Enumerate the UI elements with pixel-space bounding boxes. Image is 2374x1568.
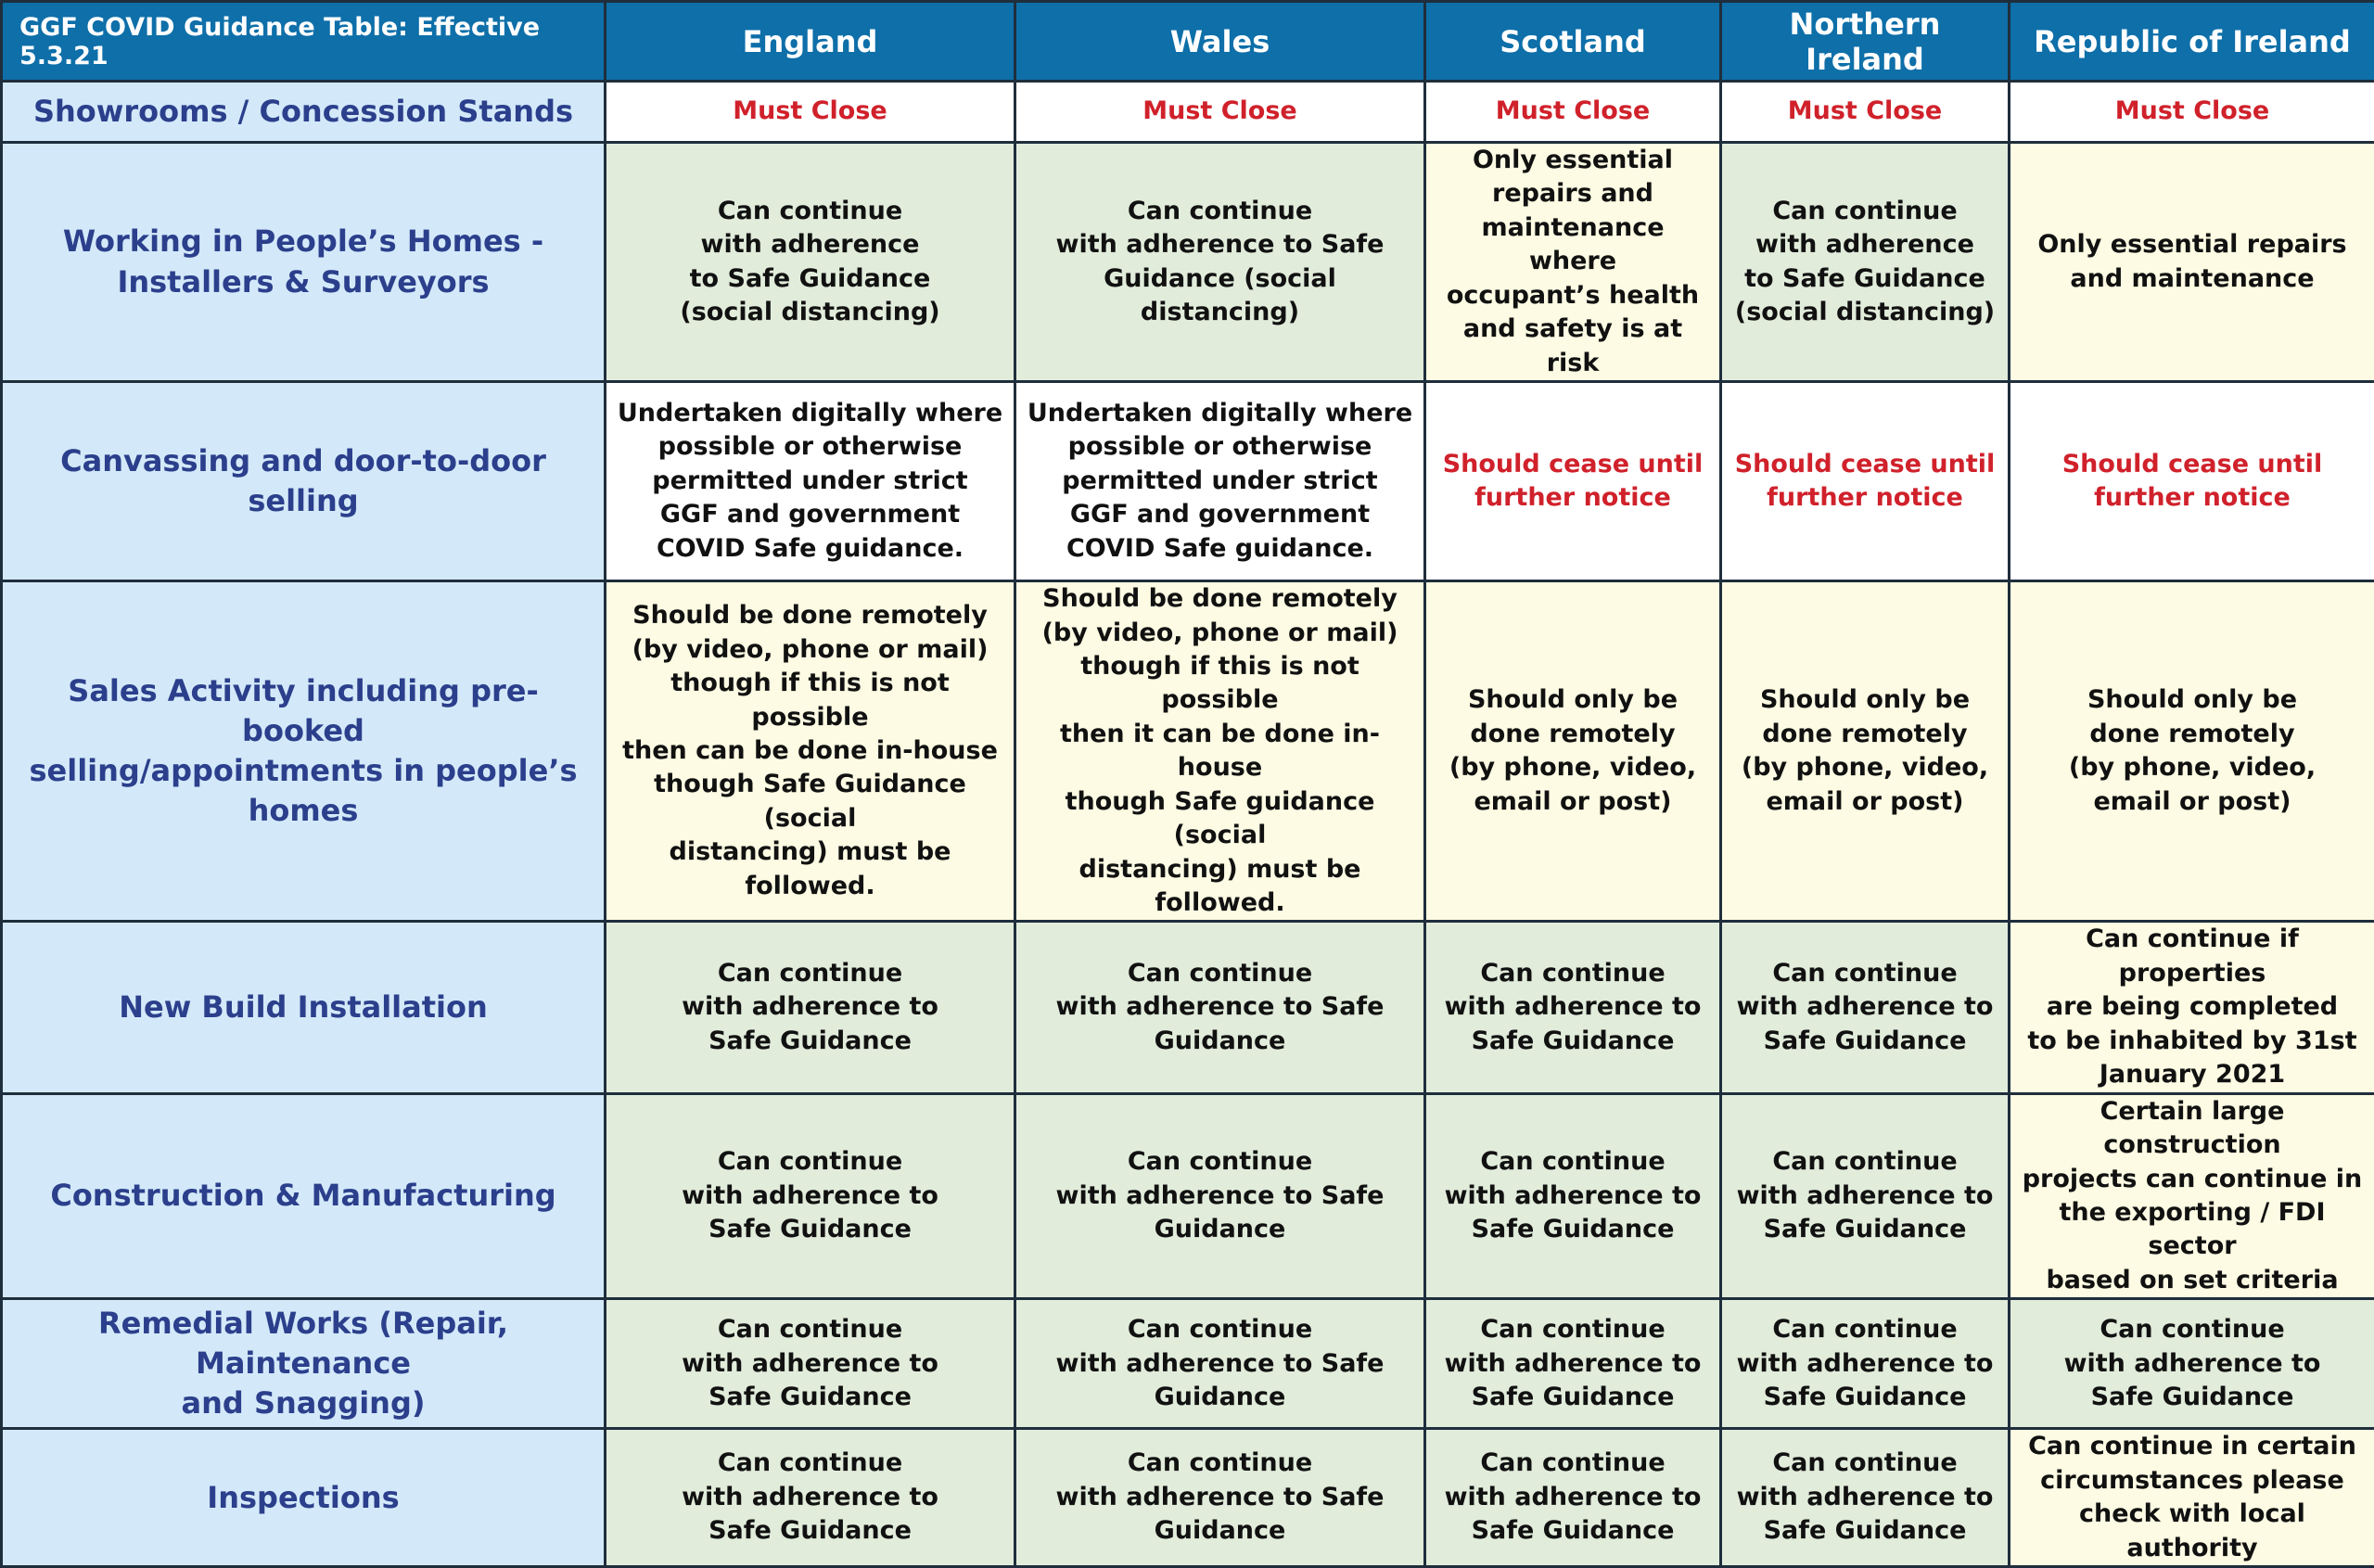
cell-canvassing-scotland: Should cease until further notice: [1425, 382, 1721, 581]
cell-new-build-republic-of-ireland: Can continue if properties are being completed to be inhabited by 31st January 2021: [2010, 922, 2374, 1093]
cell-showrooms-wales: Must Close: [1015, 82, 1425, 143]
row-label-construction: Construction & Manufacturing: [2, 1093, 606, 1299]
cell-sales-activity-scotland: Should only be done remotely (by phone, video, email or post): [1425, 581, 1721, 922]
cell-inspections-england: Can continue with adherence to Safe Guidance: [606, 1429, 1015, 1567]
cell-inspections-scotland: Can continue with adherence to Safe Guidance: [1425, 1429, 1721, 1567]
column-header-scotland: Scotland: [1425, 2, 1721, 82]
cell-sales-activity-republic-of-ireland: Should only be done remotely (by phone, video, email or post): [2010, 581, 2374, 922]
table-title: GGF COVID Guidance Table: Effective 5.3.21: [2, 2, 606, 82]
cell-remedial-works-northern-ireland: Can continue with adherence to Safe Guidance: [1721, 1299, 2010, 1429]
cell-sales-activity-wales: Should be done remotely (by video, phone or mail) though if this is not possible then it can be done in-house though Safe guidance (social distancing) must be followed.: [1015, 581, 1425, 922]
cell-sales-activity-northern-ireland: Should only be done remotely (by phone, video, email or post): [1721, 581, 2010, 922]
cell-inspections-northern-ireland: Can continue with adherence to Safe Guidance: [1721, 1429, 2010, 1567]
column-header-wales: Wales: [1015, 2, 1425, 82]
cell-canvassing-northern-ireland: Should cease until further notice: [1721, 382, 2010, 581]
cell-remedial-works-england: Can continue with adherence to Safe Guidance: [606, 1299, 1015, 1429]
table-row: [2, 382, 2374, 581]
column-header-england: England: [606, 2, 1015, 82]
cell-new-build-northern-ireland: Can continue with adherence to Safe Guidance: [1721, 922, 2010, 1093]
cell-construction-wales: Can continue with adherence to Safe Guidance: [1015, 1093, 1425, 1299]
cell-remedial-works-republic-of-ireland: Can continue with adherence to Safe Guidance: [2010, 1299, 2374, 1429]
row-label-sales-activity: Sales Activity including pre-booked selling/appointments in people’s homes: [2, 581, 606, 922]
cell-showrooms-republic-of-ireland: Must Close: [2010, 82, 2374, 143]
cell-showrooms-england: Must Close: [606, 82, 1015, 143]
cell-remedial-works-scotland: Can continue with adherence to Safe Guidance: [1425, 1299, 1721, 1429]
cell-working-in-homes-scotland: Only essential repairs and maintenance where occupant’s health and safety is at risk: [1425, 143, 1721, 382]
cell-working-in-homes-wales: Can continue with adherence to Safe Guidance (social distancing): [1015, 143, 1425, 382]
table-row: [2, 82, 2374, 143]
cell-canvassing-wales: Undertaken digitally where possible or otherwise permitted under strict GGF and government COVID Safe guidance.: [1015, 382, 1425, 581]
cell-remedial-works-wales: Can continue with adherence to Safe Guidance: [1015, 1299, 1425, 1429]
cell-showrooms-scotland: Must Close: [1425, 82, 1721, 143]
cell-canvassing-england: Undertaken digitally where possible or otherwise permitted under strict GGF and government COVID Safe guidance.: [606, 382, 1015, 581]
cell-construction-northern-ireland: Can continue with adherence to Safe Guidance: [1721, 1093, 2010, 1299]
table-row: [2, 143, 2374, 382]
cell-working-in-homes-england: Can continue with adherence to Safe Guidance (social distancing): [606, 143, 1015, 382]
row-label-remedial-works: Remedial Works (Repair, Maintenance and Snagging): [2, 1299, 606, 1429]
cell-new-build-scotland: Can continue with adherence to Safe Guidance: [1425, 922, 1721, 1093]
column-header-northern-ireland: Northern Ireland: [1721, 2, 2010, 82]
cell-new-build-england: Can continue with adherence to Safe Guidance: [606, 922, 1015, 1093]
column-header-republic-of-ireland: Republic of Ireland: [2010, 2, 2374, 82]
row-label-working-in-homes: Working in People’s Homes - Installers & Surveyors: [2, 143, 606, 382]
cell-working-in-homes-northern-ireland: Can continue with adherence to Safe Guidance (social distancing): [1721, 143, 2010, 382]
row-label-canvassing: Canvassing and door-to-door selling: [2, 382, 606, 581]
header-row: [2, 2, 2374, 82]
cell-canvassing-republic-of-ireland: Should cease until further notice: [2010, 382, 2374, 581]
cell-new-build-wales: Can continue with adherence to Safe Guidance: [1015, 922, 1425, 1093]
cell-working-in-homes-republic-of-ireland: Only essential repairs and maintenance: [2010, 143, 2374, 382]
row-label-inspections: Inspections: [2, 1429, 606, 1567]
table-row: [2, 1429, 2374, 1567]
table-row: [2, 581, 2374, 922]
row-label-new-build: New Build Installation: [2, 922, 606, 1093]
cell-sales-activity-england: Should be done remotely (by video, phone or mail) though if this is not possible then can be done in-house though Safe Guidance (social distancing) must be followed.: [606, 581, 1015, 922]
table-row: [2, 1093, 2374, 1299]
cell-inspections-wales: Can continue with adherence to Safe Guidance: [1015, 1429, 1425, 1567]
cell-inspections-republic-of-ireland: Can continue in certain circumstances please check with local authority: [2010, 1429, 2374, 1567]
table-row: [2, 922, 2374, 1093]
cell-construction-republic-of-ireland: Certain large construction projects can continue in the exporting / FDI sector based on set criteria: [2010, 1093, 2374, 1299]
cell-construction-scotland: Can continue with adherence to Safe Guidance: [1425, 1093, 1721, 1299]
cell-showrooms-northern-ireland: Must Close: [1721, 82, 2010, 143]
table-row: [2, 1299, 2374, 1429]
row-label-showrooms: Showrooms / Concession Stands: [2, 82, 606, 143]
cell-construction-england: Can continue with adherence to Safe Guidance: [606, 1093, 1015, 1299]
